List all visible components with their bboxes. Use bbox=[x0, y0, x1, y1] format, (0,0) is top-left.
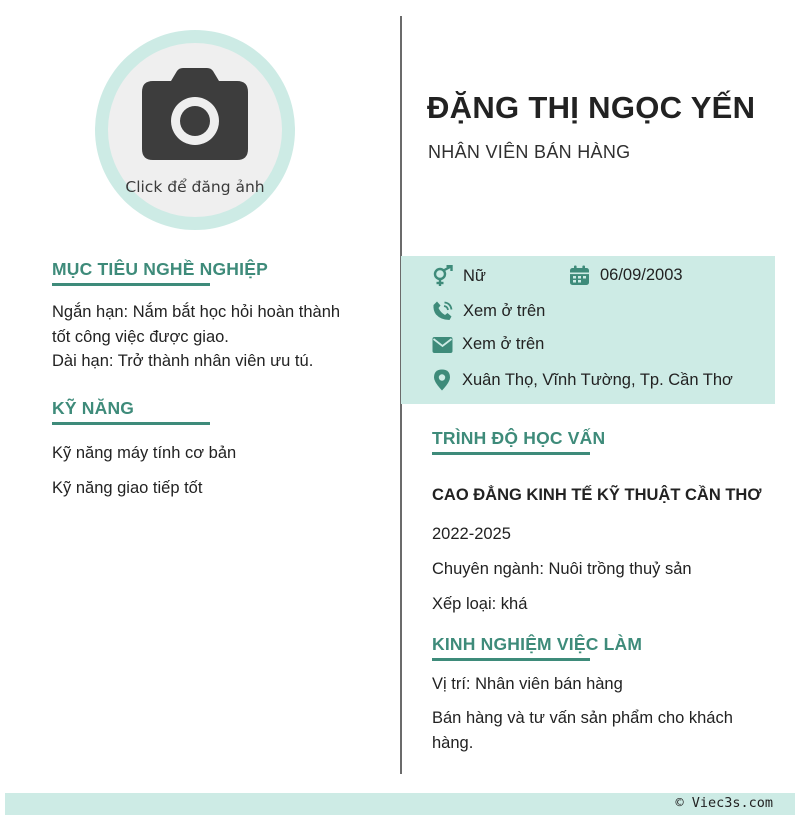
birthdate-value: 06/09/2003 bbox=[600, 266, 683, 284]
gender-value: Nữ bbox=[463, 266, 486, 285]
skill-item: Kỹ năng giao tiếp tốt bbox=[52, 479, 203, 497]
skills-heading-underline bbox=[52, 422, 210, 425]
objective-heading: MỤC TIÊU NGHỀ NGHIỆP bbox=[52, 259, 268, 279]
job-title: NHÂN VIÊN BÁN HÀNG bbox=[428, 142, 631, 162]
experience-heading: KINH NGHIỆM VIỆC LÀM bbox=[432, 634, 643, 654]
email-row bbox=[432, 335, 544, 354]
address-row bbox=[433, 369, 733, 391]
email-value: Xem ở trên bbox=[462, 335, 545, 353]
gender-icon bbox=[432, 265, 454, 287]
avatar-caption: Click để đăng ảnh bbox=[125, 178, 265, 196]
school-name: CAO ĐẲNG KINH TẾ KỸ THUẬT CẦN THƠ bbox=[432, 486, 762, 504]
footer-copyright: © Viec3s.com bbox=[675, 795, 773, 811]
experience-description bbox=[432, 706, 772, 755]
objective-heading-underline bbox=[52, 283, 210, 286]
email-icon bbox=[432, 336, 453, 354]
gender-row bbox=[432, 265, 486, 287]
address-value: Xuân Thọ, Vĩnh Tường, Tp. Cần Thơ bbox=[462, 370, 733, 389]
contact-info-box bbox=[401, 256, 775, 404]
location-pin-icon bbox=[433, 369, 451, 391]
footer-bar bbox=[5, 793, 795, 815]
avatar bbox=[95, 30, 295, 230]
phone-value: Xem ở trên bbox=[463, 301, 546, 320]
experience-description-line: Bán hàng và tư vấn sản phẩm cho khách bbox=[432, 709, 733, 727]
phone-icon bbox=[432, 300, 454, 322]
objective-line: Ngắn hạn: Nắm bắt học hỏi hoàn thành bbox=[52, 303, 341, 321]
objective-line: Dài hạn: Trở thành nhân viên ưu tú. bbox=[52, 352, 314, 370]
education-rank: Xếp loại: khá bbox=[432, 595, 528, 613]
upload-photo-button[interactable] bbox=[108, 43, 282, 217]
education-heading: TRÌNH ĐỘ HỌC VẤN bbox=[432, 428, 606, 448]
skills-heading: KỸ NĂNG bbox=[52, 398, 135, 418]
objective-line: tốt công việc được giao. bbox=[52, 327, 229, 346]
education-heading-underline bbox=[432, 452, 590, 455]
candidate-name: ĐẶNG THỊ NGỌC YẾN bbox=[427, 90, 756, 125]
experience-position: Vị trí: Nhân viên bán hàng bbox=[432, 675, 623, 693]
camera-icon bbox=[141, 67, 249, 163]
skill-item: Kỹ năng máy tính cơ bản bbox=[52, 444, 237, 462]
education-major: Chuyên ngành: Nuôi trồng thuỷ sản bbox=[432, 560, 692, 578]
objective-text bbox=[52, 300, 382, 374]
calendar-icon bbox=[569, 265, 590, 286]
experience-heading-underline bbox=[432, 658, 590, 661]
birthdate-row bbox=[569, 265, 683, 286]
education-years: 2022-2025 bbox=[432, 525, 511, 543]
phone-row bbox=[432, 300, 545, 322]
experience-description-line: hàng. bbox=[432, 733, 474, 752]
